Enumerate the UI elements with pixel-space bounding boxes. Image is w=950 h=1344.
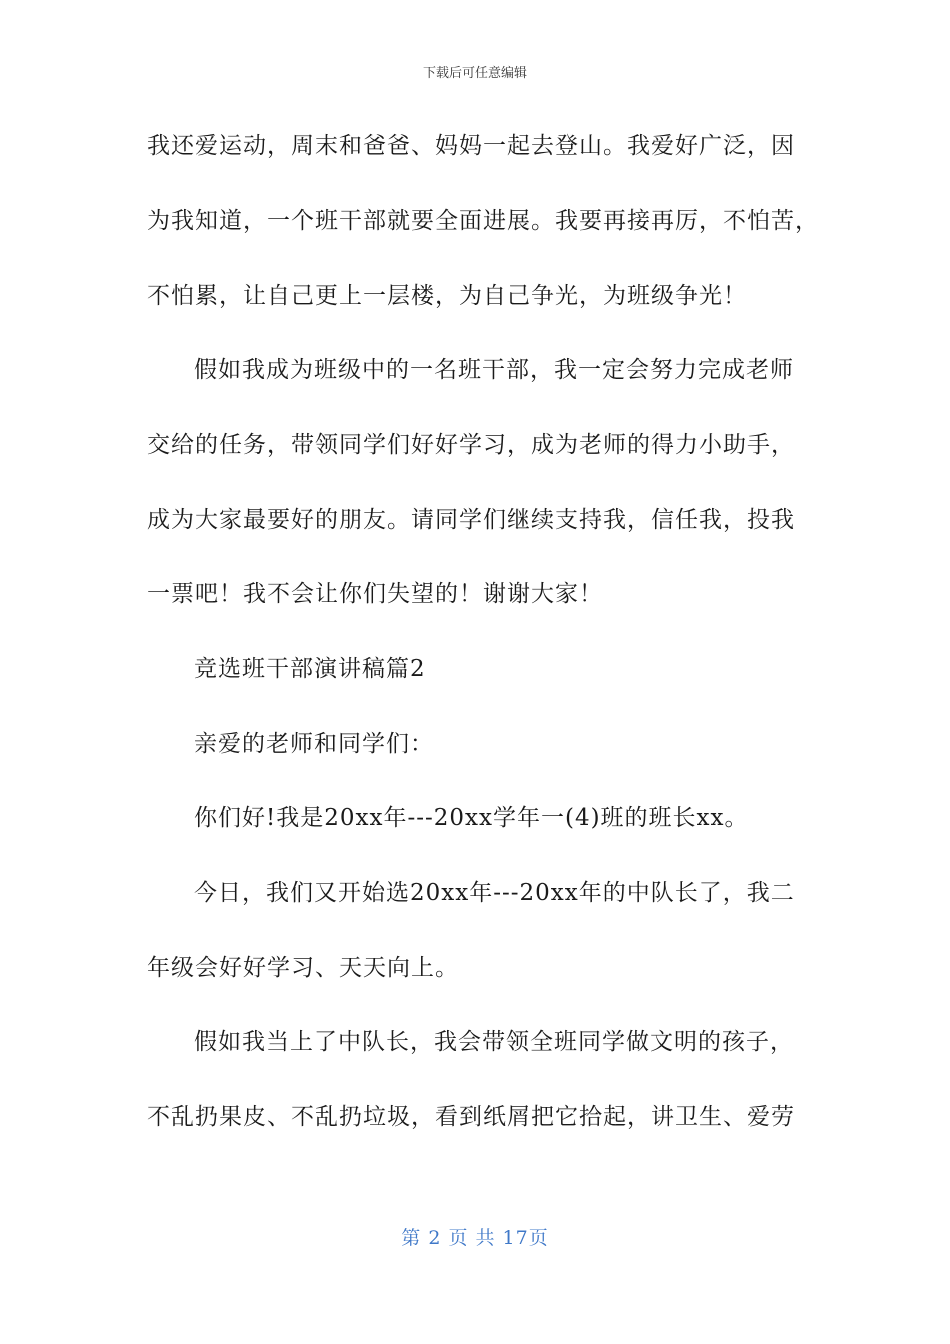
paragraph-line: 交给的任务，带领同学们好好学习，成为老师的得力小助手， (147, 432, 795, 458)
page-number-footer: 第 2 页 共 17页 (401, 1227, 549, 1249)
paragraph-line: 年级会好好学习、天天向上。 (147, 955, 459, 981)
paragraph-line: 你们好!我是20xx年---20xx学年一(4)班的班长xx。 (194, 805, 749, 831)
paragraph-line: 假如我成为班级中的一名班干部，我一定会努力完成老师 (194, 357, 794, 383)
paragraph-line: 一票吧！我不会让你们失望的！谢谢大家！ (147, 581, 603, 607)
paragraph-line: 我还爱运动，周末和爸爸、妈妈一起去登山。我爱好广泛，因 (147, 133, 795, 159)
paragraph-line: 为我知道，一个班干部就要全面进展。我要再接再厉，不怕苦， (147, 208, 819, 234)
paragraph-line: 成为大家最要好的朋友。请同学们继续支持我，信任我，投我 (147, 507, 795, 533)
paragraph-line: 今日，我们又开始选20xx年---20xx年的中队长了，我二 (194, 880, 795, 906)
salutation: 亲爱的老师和同学们： (194, 731, 434, 757)
paragraph-line: 不怕累，让自己更上一层楼，为自己争光，为班级争光！ (147, 283, 747, 309)
paragraph-line: 假如我当上了中队长，我会带领全班同学做文明的孩子， (194, 1029, 794, 1055)
section-heading: 竞选班干部演讲稿篇2 (194, 656, 426, 682)
paragraph-line: 不乱扔果皮、不乱扔垃圾，看到纸屑把它拾起，讲卫生、爱劳 (147, 1104, 795, 1130)
page-header: 下载后可任意编辑 (422, 66, 527, 81)
